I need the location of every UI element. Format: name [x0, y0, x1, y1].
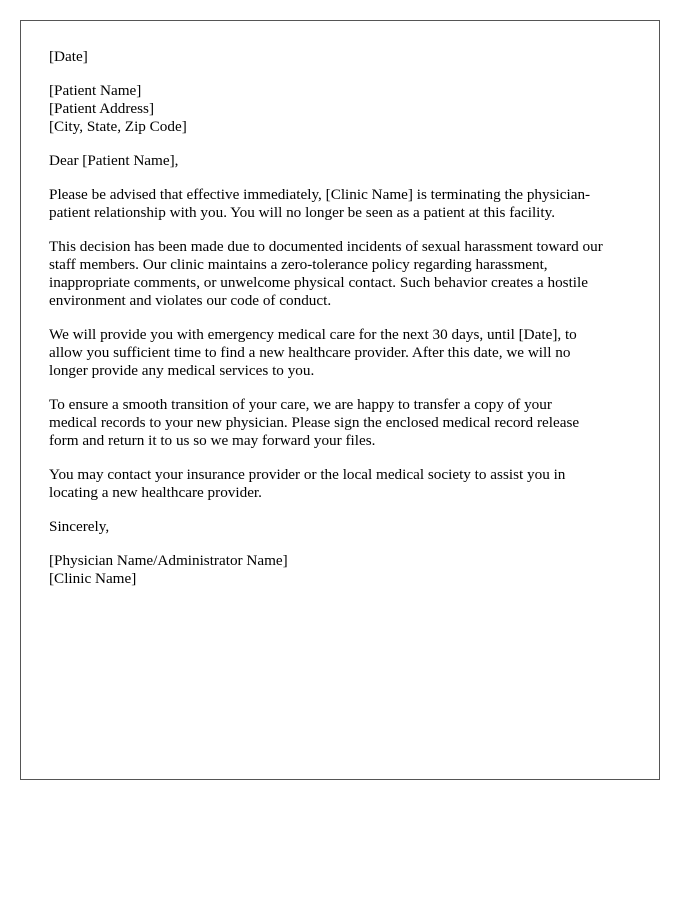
- signatory-clinic: [Clinic Name]: [49, 570, 137, 587]
- paragraph-records-transfer: [49, 396, 631, 450]
- paragraph-line: This decision has been made due to documented incidents of sexual harassment toward our: [49, 238, 603, 255]
- salutation-block: [49, 152, 631, 170]
- patient-address-block: [49, 82, 631, 136]
- patient-address: [Patient Address]: [49, 100, 155, 117]
- paragraph-contact-info: [49, 466, 631, 502]
- closing-block: [49, 518, 631, 536]
- paragraph-line: allow you sufficient time to find a new healthcare provider. After this date, we will no: [49, 344, 571, 361]
- paragraph-line: longer provide any medical services to you.: [49, 362, 315, 379]
- patient-city-state-zip: [City, State, Zip Code]: [49, 118, 187, 135]
- paragraph-line: locating a new healthcare provider.: [49, 484, 262, 501]
- signatory-name: [Physician Name/Administrator Name]: [49, 552, 288, 569]
- patient-name: [Patient Name]: [49, 82, 142, 99]
- paragraph-reason: [49, 238, 631, 310]
- paragraph-line: You may contact your insurance provider or the local medical society to assist you in: [49, 466, 566, 483]
- closing: Sincerely,: [49, 518, 110, 535]
- paragraph-line: form and return it to us so we may forward your files.: [49, 432, 376, 449]
- paragraph-line: To ensure a smooth transition of your care, we are happy to transfer a copy of your: [49, 396, 552, 413]
- paragraph-line: Please be advised that effective immediately, [Clinic Name] is terminating the physician-: [49, 186, 591, 203]
- letter-page: [20, 20, 660, 780]
- signature-block: [49, 552, 631, 588]
- paragraph-line: patient relationship with you. You will no longer be seen as a patient at this facility.: [49, 204, 556, 221]
- paragraph-line: inappropriate comments, or unwelcome physical contact. Such behavior creates a hostile: [49, 274, 588, 291]
- paragraph-line: We will provide you with emergency medical care for the next 30 days, until [Date], to: [49, 326, 577, 343]
- date-block: [49, 48, 631, 66]
- salutation: Dear [Patient Name],: [49, 152, 179, 169]
- paragraph-line: staff members. Our clinic maintains a zero-tolerance policy regarding harassment,: [49, 256, 548, 273]
- paragraph-termination-notice: [49, 186, 631, 222]
- paragraph-emergency-care: [49, 326, 631, 380]
- paragraph-line: medical records to your new physician. Please sign the enclosed medical record release: [49, 414, 580, 431]
- letter-date: [Date]: [49, 48, 88, 65]
- paragraph-line: environment and violates our code of conduct.: [49, 292, 332, 309]
